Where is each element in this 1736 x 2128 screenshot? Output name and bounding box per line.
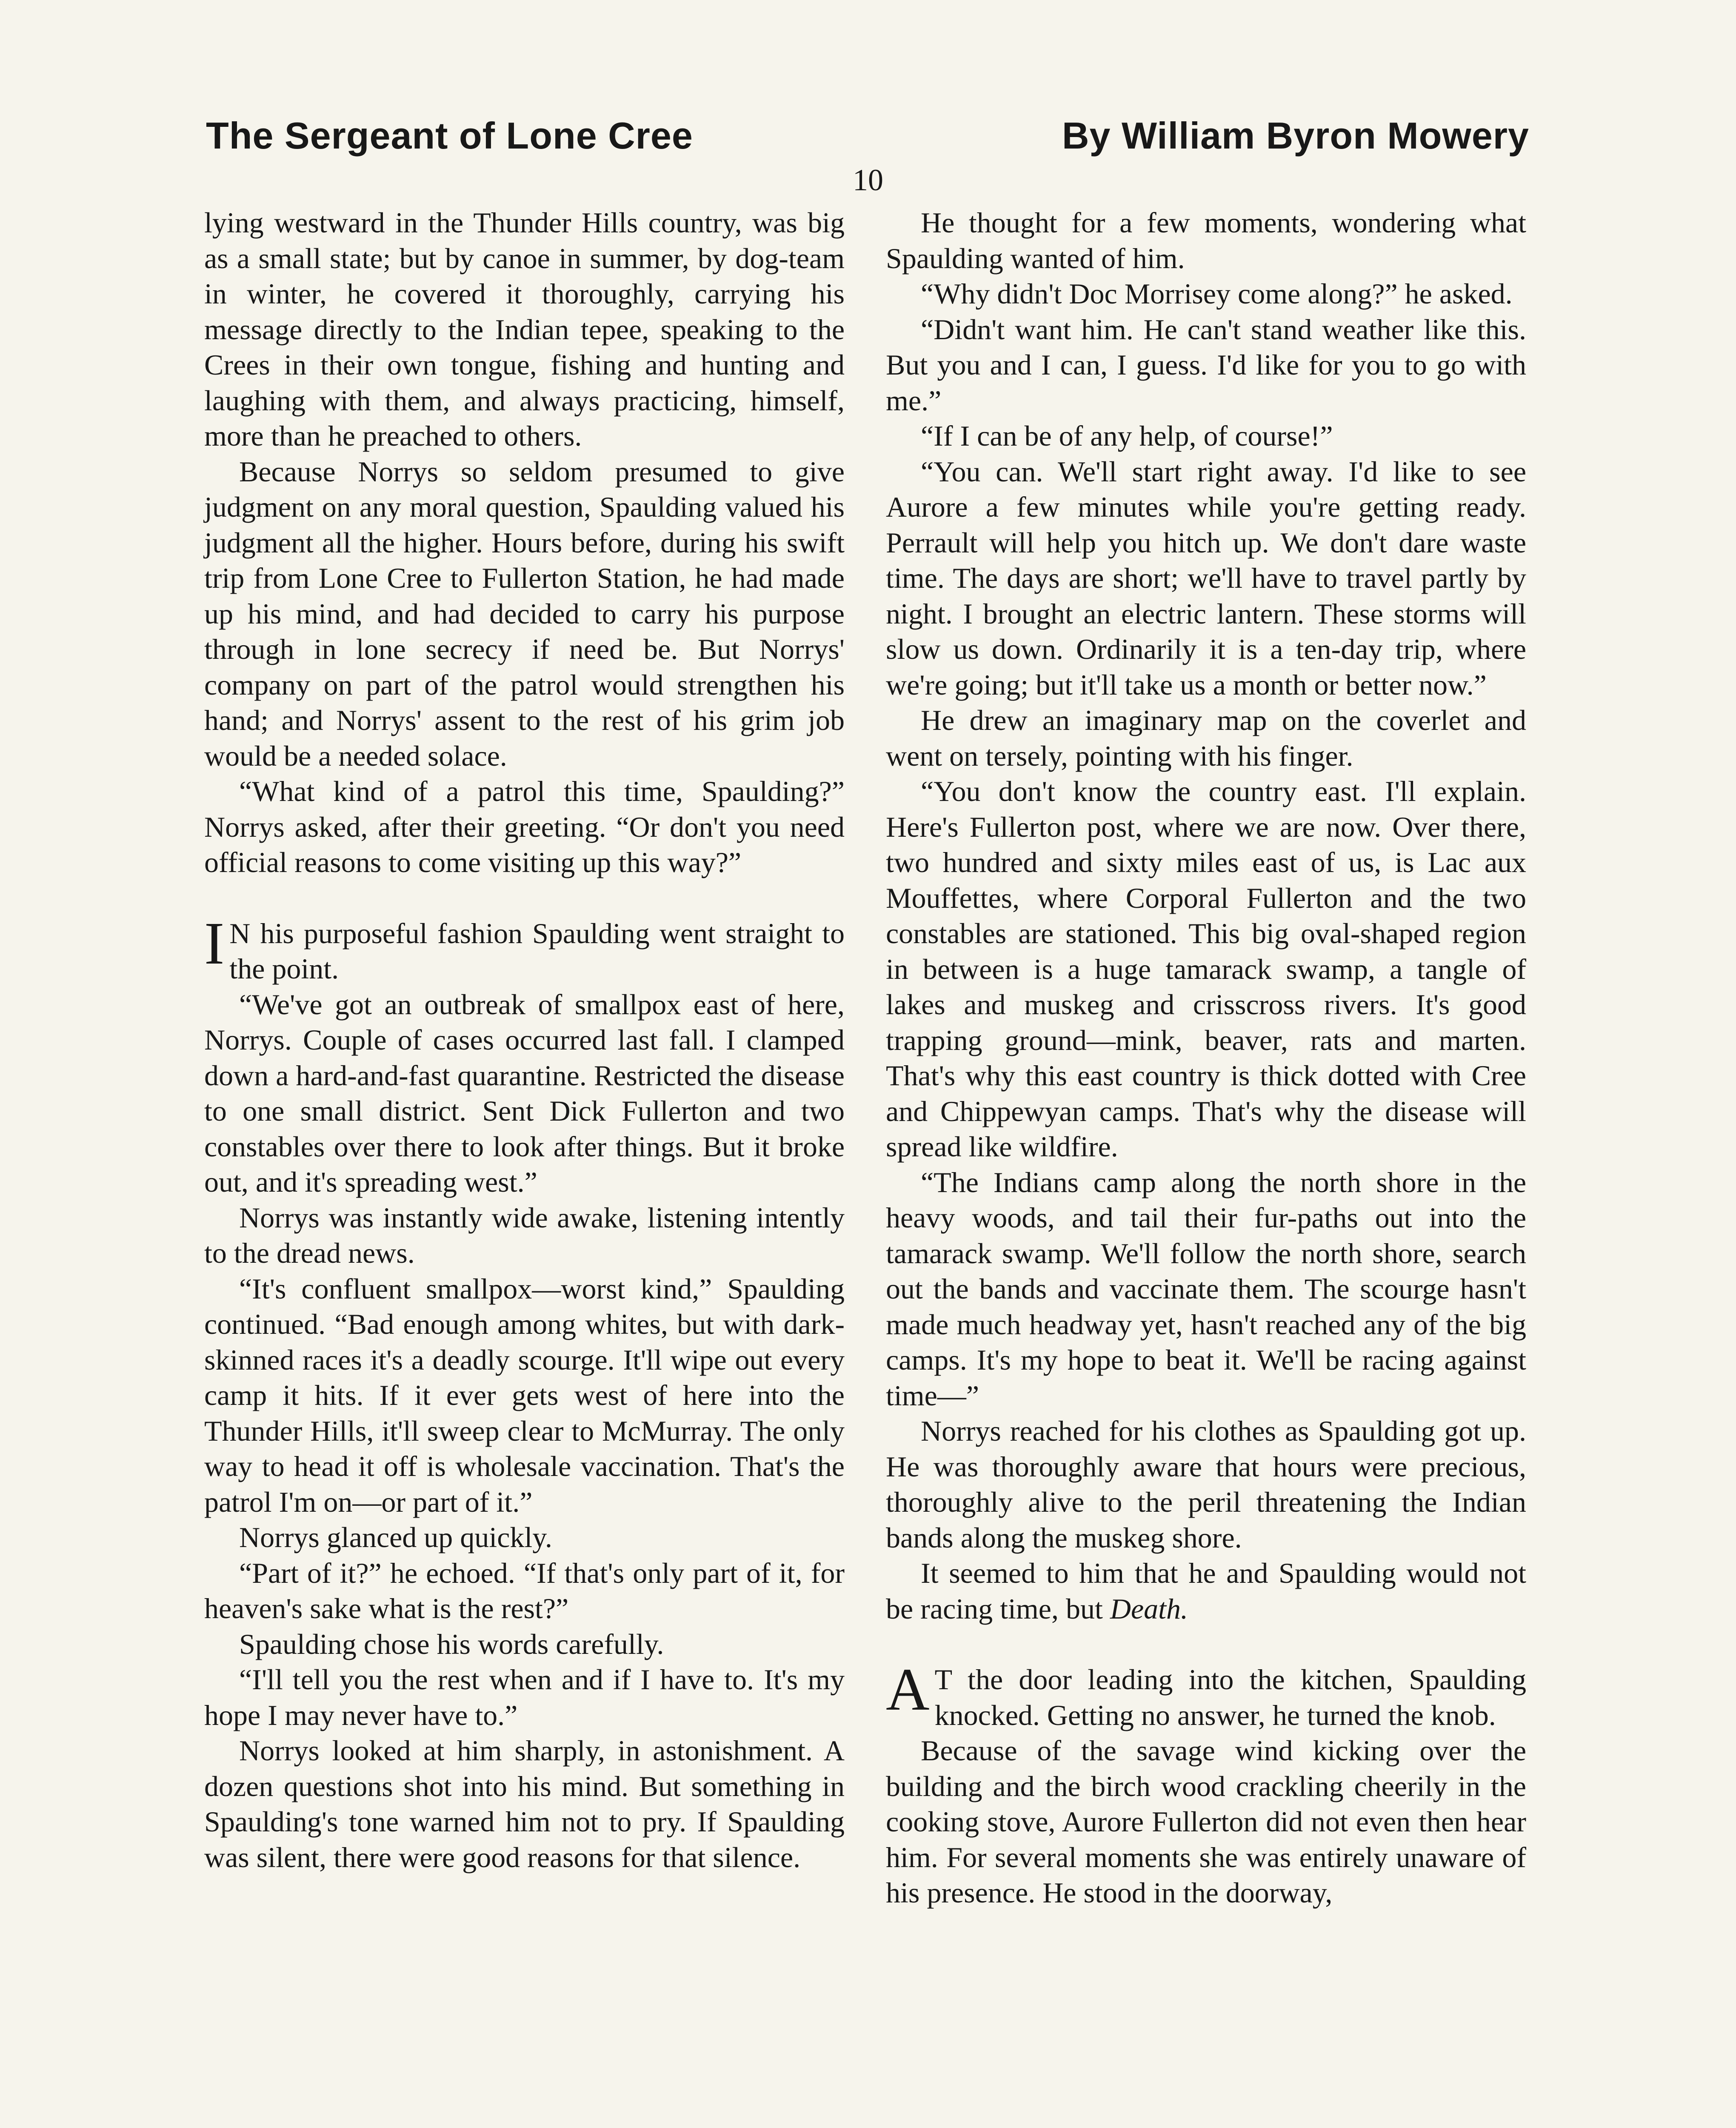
paragraph: lying westward in the Thunder Hills country, was big as a small state; but by canoe in summer, by dog-team in winter, he covered it thoroughly, carrying his message directly to the Indian tepee, speaking to the Crees in their own tongue, fishing and hunting and laughing with them, and always practicing, himself, more than he preached to others. [204,206,845,452]
section-paragraph [886,1656,1526,1733]
paragraph: “The Indians camp along the north shore in the heavy woods, and tail their fur-paths out into the tamarack swamp. We'll follow the north shore, search out the bands and vaccinate them. The scourge hasn't made much headway yet, hasn't reached any of the big camps. It's my hope to beat it. We'll be racing against time—” [886,1166,1526,1412]
emphasis-death: Death. [1110,1592,1188,1625]
paragraph: “Part of it?” he echoed. “If that's only part of it, for heaven's sake what is the rest?” [204,1556,845,1625]
story-title: The Sergeant of Lone Cree [206,114,693,157]
drop-cap: I [204,909,225,977]
paragraph: He thought for a few moments, wondering what Spaulding wanted of him. [886,206,1526,275]
paragraph: He drew an imaginary map on the coverlet and went on tersely, pointing with his finger. [886,704,1526,772]
paragraph [886,1556,1526,1627]
left-column [204,205,845,1875]
paragraph-text: It seemed to him that he and Spaulding would not be racing time, but [886,1557,1526,1625]
paragraph: “We've got an outbreak of smallpox east of here, Norrys. Couple of cases occurred last fall. I clamped down a hard-and-fast quarantine. Restricted the disease to one small district. Sent Dick Fullerton and two constables over there to look after things. But it broke out, and it's spreading west.” [204,988,845,1198]
paragraph: Because of the savage wind kicking over the building and the birch wood crackling cheerily in the cooking stove, Aurore Fullerton did not even then hear him. For several moments she was entirely unaware of his presence. He stood in the doorway, [886,1734,1526,1909]
paragraph-text: T the door leading into the kitchen, Spaulding knocked. Getting no answer, he turned the knob. [934,1663,1526,1731]
paragraph: Norrys glanced up quickly. [239,1521,552,1553]
paragraph: “You can. We'll start right away. I'd like to see Aurore a few minutes while you're getting ready. Perrault will help you hitch up. We don't dare waste time. The days are short; we'll have to travel partly by night. I brought an electric lantern. These storms will slow us down. Ordinarily it is a ten-day trip, where we're going; but it'll take us a month or better now.” [886,455,1526,701]
right-column [886,205,1526,1911]
paragraph: “I'll tell you the rest when and if I have to. It's my hope I may never have to.” [204,1663,845,1731]
paragraph: Because Norrys so seldom presumed to give judgment on any moral question, Spaulding valued his judgment all the higher. Hours before, during his swift trip from Lone Cree to Fullerton Station, he had made up his mind, and had decided to carry his purpose through in lone secrecy if need be. But Norrys' company on part of the patrol would strengthen his hand; and Norrys' assent to the rest of his grim job would be a needed solace. [204,455,845,772]
paragraph: Norrys was instantly wide awake, listening intently to the dread news. [204,1201,845,1269]
paragraph: “You don't know the country east. I'll explain. Here's Fullerton post, where we are now. Over there, two hundred and sixty miles east of us, is Lac aux Mouffettes, where Corporal Fullerton and the two constables are stationed. This big oval-shaped region in between is a huge tamarack swamp, a tangle of lakes and muskeg and crisscross rivers. It's good trapping ground—mink, beaver, rats and marten. That's why this east country is thick dotted with Cree and Chippewyan camps. That's why the disease will spread like wildfire. [886,775,1526,1163]
paragraph: Norrys looked at him sharply, in astonishment. A dozen questions shot into his mind. But something in Spaulding's tone warned him not to pry. If Spaulding was silent, there were good reasons for that silence. [204,1734,845,1873]
paragraph: Norrys reached for his clothes as Spaulding got up. He was thoroughly aware that hours were precious, thoroughly alive to the peril threatening the Indian bands along the muskeg shore. [886,1415,1526,1554]
paragraph: Spaulding chose his words carefully. [239,1627,664,1660]
paragraph-text: N his purposeful fashion Spaulding went straight to the point. [229,917,845,985]
page-number: 10 [853,163,883,197]
paragraph: “If I can be of any help, of course!” [921,420,1333,452]
paragraph: “What kind of a patrol this time, Spaulding?” Norrys asked, after their greeting. “Or don't you need official reasons to come visiting up this way?” [204,775,845,878]
author-byline: By William Byron Mowery [1062,114,1529,157]
paragraph: “Didn't want him. He can't stand weather like this. But you and I can, I guess. I'd like for you to go with me.” [886,313,1526,417]
section-paragraph [204,909,845,987]
paragraph: “Why didn't Doc Morrisey come along?” he asked. [921,277,1513,310]
paragraph: “It's confluent smallpox—worst kind,” Spaulding continued. “Bad enough among whites, but with dark-skinned races it's a deadly scourge. It'll wipe out every camp it hits. If it ever gets west of here into the Thunder Hills, it'll sweep clear to McMurray. The only way to head it off is wholesale vaccination. That's the patrol I'm on—or part of it.” [204,1272,845,1518]
drop-cap: A [886,1656,930,1723]
